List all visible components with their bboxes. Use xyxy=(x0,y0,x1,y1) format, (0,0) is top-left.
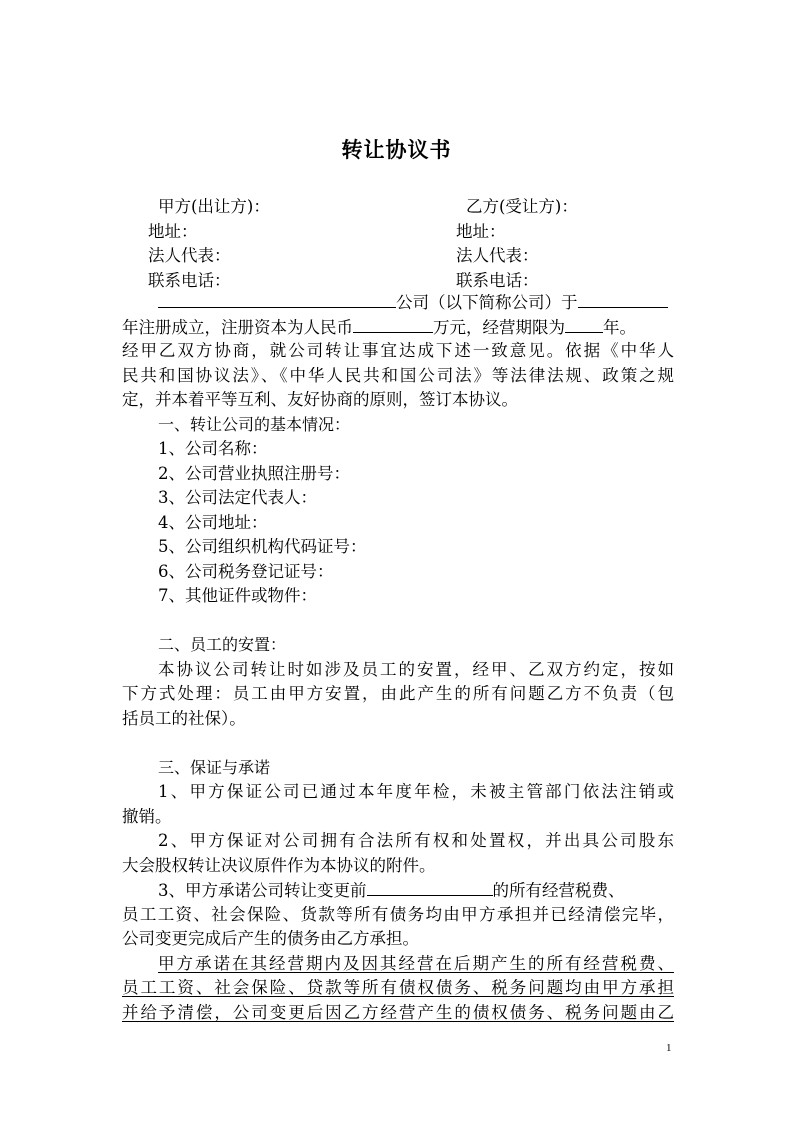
capital-blank xyxy=(353,315,433,333)
section-3-p3-line-2: 员工工资、社会保险、货款等所有债务均由甲方承担并已经清偿完毕， xyxy=(122,904,674,924)
section-3-p3-line-3: 公司变更完成后产生的债务由乙方承担。 xyxy=(122,929,419,948)
date-before-change-blank xyxy=(367,878,493,896)
section-3-p1-line-1: 1、甲方保证公司已通过本年度年检，未被主管部门依法注销或 xyxy=(158,782,674,801)
party-b-label: 乙方(受让方)： xyxy=(466,197,578,216)
phone-a-label: 联系电话： xyxy=(148,270,231,290)
spacer xyxy=(122,731,674,756)
page-number: 1 xyxy=(666,1042,672,1054)
intro-line-2 xyxy=(122,315,674,340)
section-3-p2-line-2: 大会股权转让决议原件作为本协议的附件。 xyxy=(122,855,436,875)
section-1-heading: 一、转让公司的基本情况： xyxy=(158,414,351,434)
phone-b-label: 联系电话： xyxy=(456,270,539,290)
intro-text: 年。 xyxy=(603,317,636,337)
date-blank xyxy=(578,290,668,308)
section-2-line-2: 下方式处理：员工由甲方安置，由此产生的所有问题乙方不负责（包 xyxy=(122,684,674,703)
legal-rep-a-label: 法人代表： xyxy=(148,246,231,265)
section-1-item: 7、其他证件或物件： xyxy=(158,586,317,605)
section-3-p3-line-1 xyxy=(122,878,674,903)
term-blank xyxy=(565,315,603,333)
section-3-p4-line-3: 并给予清偿，公司变更后因乙方经营产生的债权债务、税务问题由乙 xyxy=(122,1002,674,1022)
intro-line-1 xyxy=(122,290,674,315)
party-row xyxy=(158,195,678,220)
section-1-item: 3、公司法定代表人： xyxy=(158,488,317,507)
company-name-blank xyxy=(158,290,396,308)
legal-rep-row xyxy=(148,244,678,269)
section-3-p1-line-2: 撤销。 xyxy=(122,806,172,826)
section-1-item: 5、公司组织机构代码证号： xyxy=(158,537,367,556)
section-1-item: 6、公司税务登记证号： xyxy=(158,561,334,581)
section-1-item: 4、公司地址： xyxy=(158,512,268,532)
section-3-p4-line-2: 员工工资、社会保险、贷款等所有债权债务、税务问题均由甲方承担 xyxy=(122,978,674,997)
section-3-p2-line-1: 2、甲方保证对公司拥有合法所有权和处置权，并出具公司股东 xyxy=(158,831,674,850)
parties-block xyxy=(148,195,678,293)
intro-text: 万元，经营期限为 xyxy=(433,317,565,337)
section-2-heading: 二、员工的安置： xyxy=(158,635,287,654)
section-3-p4-line-1: 甲方承诺在其经营期内及因其经营在后期产生的所有经营税费、 xyxy=(158,953,674,973)
address-a-label: 地址： xyxy=(148,221,198,241)
address-b-label: 地址： xyxy=(456,221,506,241)
party-a-label: 甲方(出让方)： xyxy=(158,197,270,216)
section-3-text: 3、甲方承诺公司转让变更前 xyxy=(158,881,367,900)
intro-line-5: 定，并本着平等互利、友好协商的原则，签订本协议。 xyxy=(122,390,518,409)
intro-text: 公司（以下简称公司）于 xyxy=(396,293,578,312)
intro-line-3: 经甲乙双方协商，就公司转让事宜达成下述一致意见。依据《中华人 xyxy=(122,341,674,360)
section-2-line-1: 本协议公司转让时如涉及员工的安置，经甲、乙双方约定，按如 xyxy=(158,659,674,679)
section-3-heading: 三、保证与承诺 xyxy=(158,757,271,777)
legal-rep-b-label: 法人代表： xyxy=(456,246,539,265)
section-1-item: 2、公司营业执照注册号： xyxy=(158,463,350,483)
document-title: 转让协议书 xyxy=(341,138,452,162)
intro-line-4: 民共和国协议法》、《中华人民共和国公司法》等法律法规、政策之规 xyxy=(122,365,674,385)
document-body xyxy=(122,290,674,1025)
section-3-text: 的所有经营税费、 xyxy=(492,881,625,900)
spacer xyxy=(122,609,674,634)
section-1-item: 1、公司名称： xyxy=(158,439,268,458)
section-2-line-3: 括员工的社保）。 xyxy=(122,708,246,728)
address-row xyxy=(148,220,678,245)
intro-text: 年注册成立，注册资本为人民币 xyxy=(122,317,353,337)
